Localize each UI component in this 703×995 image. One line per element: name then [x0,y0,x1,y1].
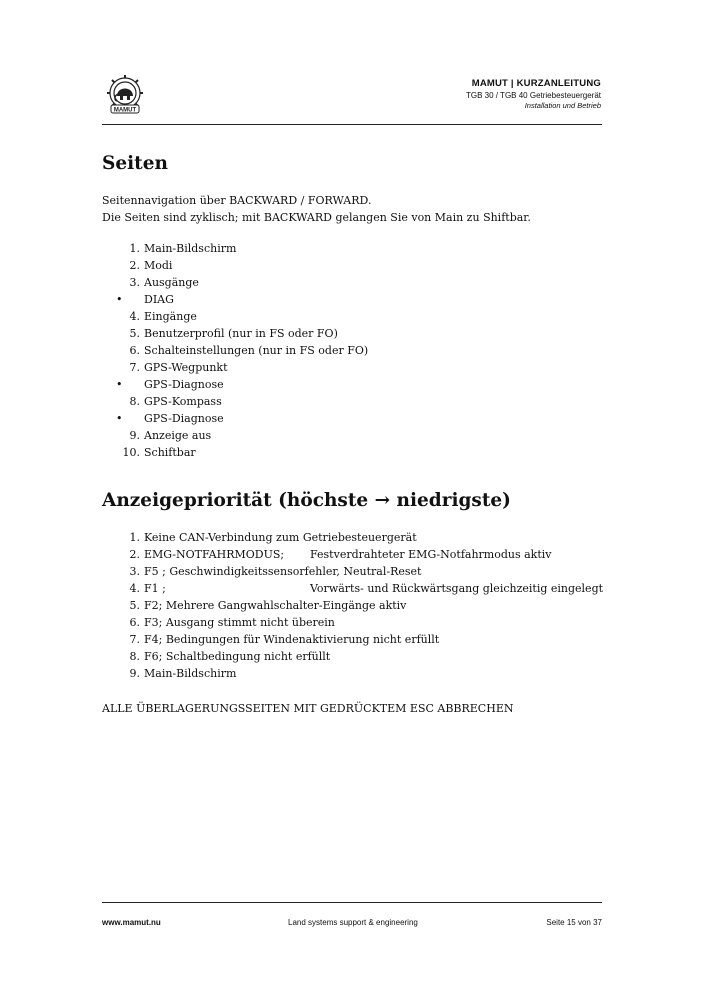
list-item-text: Main-Bildschirm [144,242,237,255]
list-marker: 9. [129,429,140,442]
list-marker: 6. [129,344,140,357]
closing-note: ALLE ÜBERLAGERUNGSSEITEN MIT GEDRÜCKTEM ESC ABBRECHEN [102,702,514,715]
list-marker: • [116,378,123,391]
list-item-text: GPS-Diagnose [144,378,224,391]
footer-website: www.mamut.nu [102,918,161,927]
intro-line: Seitennavigation über BACKWARD / FORWARD. [102,194,372,207]
list-marker: 4. [129,310,140,323]
section-title-seiten: Seiten [102,153,168,174]
list-item-text: Schiftbar [144,446,196,459]
list-marker: 1. [129,531,140,544]
list-item [102,563,612,580]
list-item-text: GPS-Diagnose [144,412,224,425]
section-intro [102,192,612,226]
mamut-logo-icon [102,72,148,116]
list-item [102,444,612,461]
list-item-text: F5 ; Geschwindigkeitssensorfehler, Neutral-Reset [144,565,422,578]
list-marker: 10. [122,446,140,459]
list-item [102,580,612,597]
list-item-text: GPS-Wegpunkt [144,361,228,374]
list-item-detail: Festverdrahteter EMG-Notfahrmodus aktiv [310,548,552,561]
list-item [102,529,612,546]
list-item-text: Schalteinstellungen (nur in FS oder FO) [144,344,369,357]
list-item [102,631,612,648]
list-item-text: F1 ; [144,582,166,595]
list-marker: 5. [129,599,140,612]
section-title-priority: Anzeigepriorität (höchste → niedrigste) [102,490,511,511]
list-item [102,410,612,427]
list-marker: • [116,412,123,425]
list-item-detail: Vorwärts- und Rückwärtsgang gleichzeitig eingelegt [310,582,604,595]
list-marker: 6. [129,616,140,629]
list-item-text: F6; Schaltbedingung nicht erfüllt [144,650,331,663]
list-item [102,291,612,308]
list-item [102,308,612,325]
list-item [102,648,612,665]
list-item [102,665,612,682]
list-item [102,546,612,563]
list-item-text: F2; Mehrere Gangwahlschalter-Eingänge aktiv [144,599,407,612]
pages-list [102,240,612,461]
list-item [102,376,612,393]
list-marker: 8. [129,650,140,663]
list-marker: 5. [129,327,140,340]
list-item-text: Eingänge [144,310,197,323]
list-item-text: F4; Bedingungen für Windenaktivierung nicht erfüllt [144,633,440,646]
list-item-text: Anzeige aus [144,429,212,442]
list-item [102,342,612,359]
list-marker: 7. [129,633,140,646]
list-item-text: Ausgänge [144,276,199,289]
footer-tagline: Land systems support & engineering [288,918,418,927]
list-marker: • [116,293,123,306]
list-item [102,597,612,614]
list-marker: 9. [129,667,140,680]
intro-line: Die Seiten sind zyklisch; mit BACKWARD gelangen Sie von Main zu Shiftbar. [102,211,531,224]
list-marker: 2. [129,548,140,561]
list-item [102,240,612,257]
list-item [102,325,612,342]
footer-divider [102,902,602,903]
list-marker: 1. [129,242,140,255]
header-product: TGB 30 / TGB 40 Getriebesteuergerät [465,91,601,100]
list-item [102,257,612,274]
list-marker: 3. [129,276,140,289]
list-marker: 7. [129,361,140,374]
list-item-text: Modi [144,259,173,272]
list-item-text: DIAG [144,293,174,306]
list-item-text: Main-Bildschirm [144,667,237,680]
list-item-text: Keine CAN-Verbindung zum Getriebesteuergerät [144,531,417,544]
list-item [102,427,612,444]
list-marker: 3. [129,565,140,578]
list-item-text: EMG-NOTFAHRMODUS; [144,548,285,561]
list-marker: 8. [129,395,140,408]
priority-list [102,529,612,682]
list-item-text: GPS-Kompass [144,395,222,408]
footer-page-number: Seite 15 von 37 [546,918,602,927]
document-body [102,152,612,728]
header-subtitle: Installation und Betrieb [524,101,601,110]
list-item [102,274,612,291]
list-item-text: Benutzerprofil (nur in FS oder FO) [144,327,338,340]
list-item-text: F3; Ausgang stimmt nicht überein [144,616,335,629]
list-marker: 2. [129,259,140,272]
list-item [102,359,612,376]
logo-text: MAMUT [113,107,137,114]
header-divider [102,124,602,125]
list-item [102,614,612,631]
list-marker: 4. [129,582,140,595]
header-brand: MAMUT | KURZANLEITUNG [471,78,601,89]
list-item [102,393,612,410]
page-header [466,78,601,111]
